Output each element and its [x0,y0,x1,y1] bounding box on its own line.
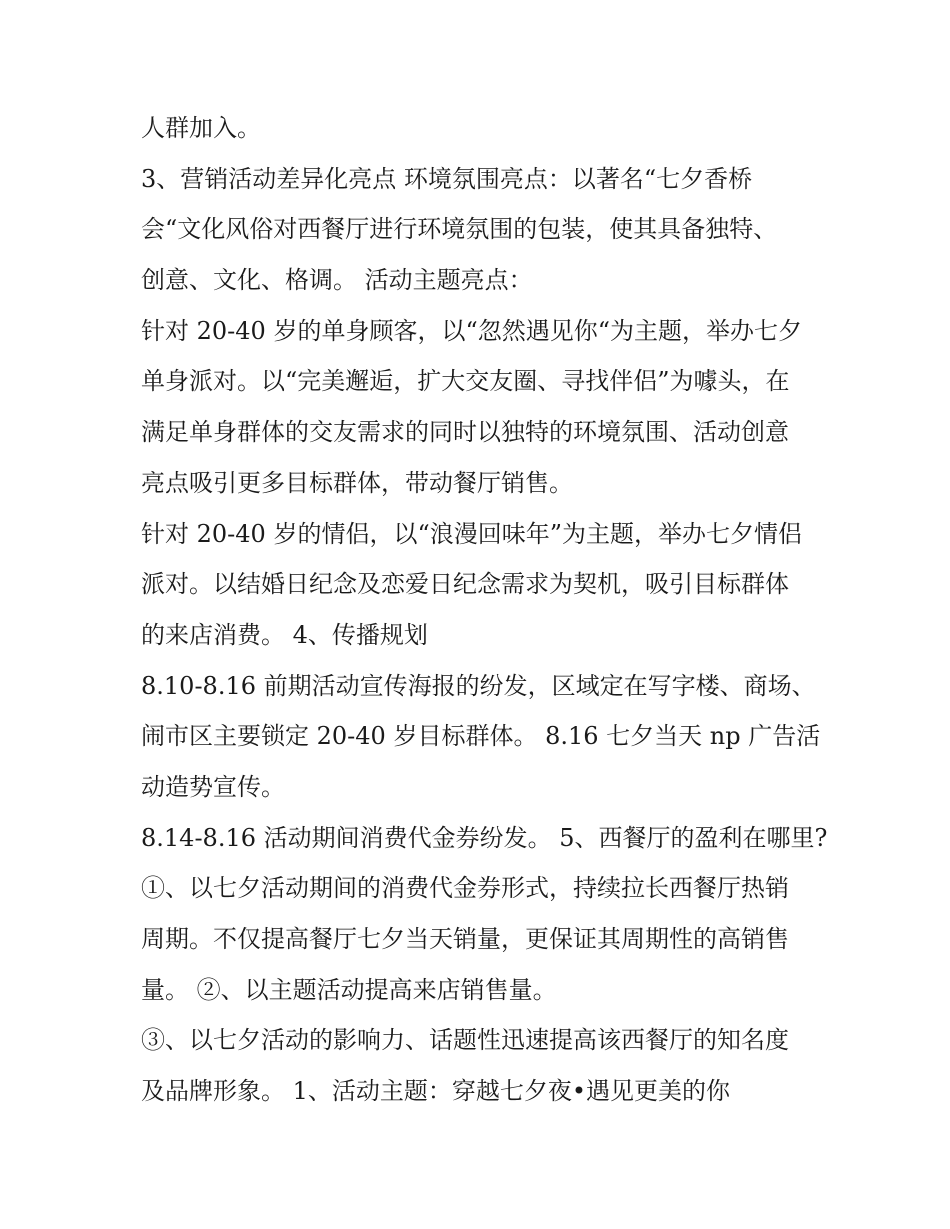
text-line: 周期。不仅提高餐厅七夕当天销量，更保证其周期性的高销售 [141,925,789,953]
text-line: ①、以七夕活动期间的消费代金券形式，持续拉长西餐厅热销 [141,874,789,903]
text-line: ③、以七夕活动的影响力、话题性迅速提高该西餐厅的知名度 [141,1026,789,1055]
text-line: 派对。以结婚日纪念及恋爱日纪念需求为契机，吸引目标群体 [141,570,789,599]
text-line: 满足单身群体的交友需求的同时以独特的环境氛围、活动创意 [141,418,789,447]
text-line: 8.10-8.16 前期活动宣传海报的纷发，区域定在写字楼、商场、 [141,671,816,700]
text-line: 单身派对。以“完美邂逅，扩大交友圈、寻找伴侣”为噱头，在 [141,367,790,396]
text-line: 针对 20-40 岁的单身顾客，以“忽然遇见你“为主题，举办七夕 [141,316,802,345]
text-line: 3、营销活动差异化亮点 环境氛围亮点：以著名“七夕香桥 [141,164,753,193]
text-line: 人群加入。 [141,114,261,142]
text-line: 8.14-8.16 活动期间消费代金券纷发。 5、西餐厅的盈利在哪里? [141,823,828,852]
document-body [141,103,828,1117]
text-line: 的来店消费。 4、传播规划 [141,620,428,649]
text-line: 动造势宣传。 [141,772,285,801]
text-line: 亮点吸引更多目标群体，带动餐厅销售。 [141,468,573,497]
text-line: 创意、文化、格调。 活动主题亮点： [141,266,533,295]
text-line: 针对 20-40 岁的情侣，以“浪漫回味年”为主题，举办七夕情侣 [141,519,802,548]
text-line: 量。 ②、以主题活动提高来店销售量。 [141,975,557,1004]
text-line: 会“文化风俗对西餐厅进行环境氛围的包装，使其具备独特、 [141,215,778,244]
text-line: 及品牌形象。 1、活动主题：穿越七夕夜•遇见更美的你 [141,1077,731,1106]
text-line: 闹市区主要锁定 20-40 岁目标群体。 8.16 七夕当天 np 广告活 [141,722,821,751]
